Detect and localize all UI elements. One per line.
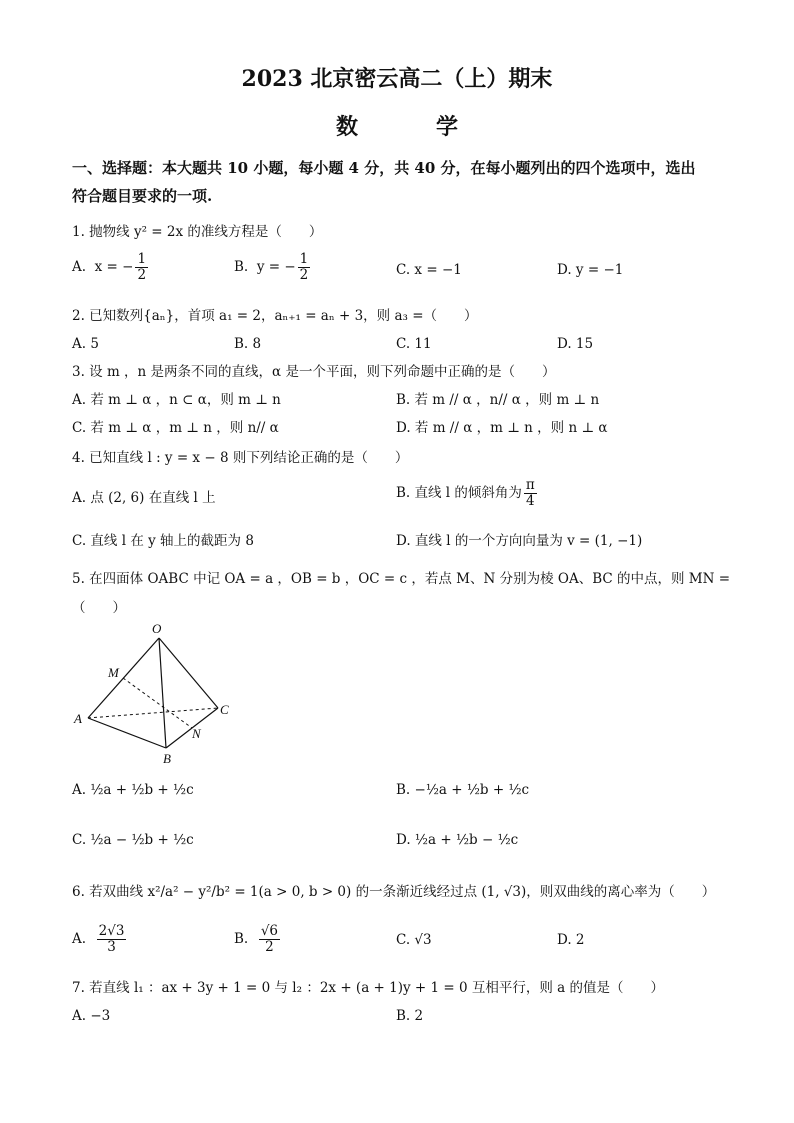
q6-option-c: C. √3 [396,932,432,948]
q7-stem: 7. 若直线 l₁ ：ax + 3y + 1 = 0 与 l₂ ：2x + (a + 1)y + 1 = 0 互相平行，则 a 的值是（ ） [72,980,665,996]
label-b: B [163,751,171,766]
q1-stem: 1. 抛物线 y² = 2x 的准线方程是（ ） [72,224,323,240]
q5-option-c: C. ½a − ½b + ½c [72,832,194,848]
q7-option-a: A. −3 [72,1008,111,1024]
q7-option-b: B. 2 [396,1008,424,1024]
q4-option-d: D. 直线 l 的一个方向向量为 v = (1, −1) [396,533,643,549]
page-title: 2023 北京密云高二（上）期末 [241,66,553,92]
q2-option-b: B. 8 [234,336,262,352]
q1-option-a: A. x = − $\frac{1}{2}$ [72,251,147,283]
q6-option-d: D. 2 [557,932,585,948]
q3-option-b: B. 若 m // α ，n// α ，则 m ⊥ n [396,392,600,408]
q3-stem: 3. 设 m ，n 是两条不同的直线，α 是一个平面，则下列命题中正确的是（ ） [72,364,556,380]
q6-option-a: A. $\frac{2√3}{3}$ [72,923,125,955]
q5-stem: 5. 在四面体 OABC 中记 OA = a ，OB = b ，OC = c ，若点 M、N 分别为棱 OA、BC 的中点，则 MN = [72,571,731,587]
section-header-line2: 符合题目要求的一项. [72,187,213,205]
q5-option-b: B. −½a + ½b + ½c [396,782,530,798]
label-n: N [192,726,201,741]
q4-option-c: C. 直线 l 在 y 轴上的截距为 8 [72,533,254,549]
q1-option-b: B. y = − $\frac{1}{2}$ [234,251,309,283]
q6-stem: 6. 若双曲线 x²/a² − y²/b² = 1(a > 0, b > 0) 的一条渐近线经过点 (1, √3)，则双曲线的离心率为（ ） [72,884,716,900]
q3-option-a: A. 若 m ⊥ α ，n ⊂ α，则 m ⊥ n [72,392,281,408]
q3-option-d: D. 若 m // α ，m ⊥ n ，则 n ⊥ α [396,420,608,436]
label-o: O [152,621,162,636]
q3-option-c: C. 若 m ⊥ α ，m ⊥ n ，则 n// α [72,420,279,436]
label-m: M [108,665,119,680]
q5-option-a: A. ½a + ½b + ½c [72,782,194,798]
section-header-line1: 一、选择题：本大题共 10 小题，每小题 4 分，共 40 分，在每小题列出的四个选项中，选出 [72,159,696,177]
q5-paren: （ ） [72,600,126,616]
q1-option-c: C. x = −1 [396,262,462,278]
q4-stem: 4. 已知直线 l : y = x − 8 则下列结论正确的是（ ） [72,450,409,466]
q4-option-b: B. 直线 l 的倾斜角为 $\frac{\pi}{4}$ [396,477,535,509]
q6-option-b: B. $\frac{√6}{2}$ [234,923,279,955]
q2-stem: 2. 已知数列{aₙ}，首项 a₁ = 2，aₙ₊₁ = aₙ + 3，则 a₃ =（ ） [72,308,478,324]
tetrahedron-figure [72,620,242,770]
q5-option-d: D. ½a + ½b − ½c [396,832,519,848]
q2-option-d: D. 15 [557,336,594,352]
q2-option-a: A. 5 [72,336,99,352]
q2-option-c: C. 11 [396,336,432,352]
label-a: A [74,711,82,726]
label-c: C [220,702,229,717]
subject-title: 数 学 [335,114,486,140]
q1-option-d: D. y = −1 [557,262,624,278]
q4-option-a: A. 点 (2, 6) 在直线 l 上 [72,490,216,506]
